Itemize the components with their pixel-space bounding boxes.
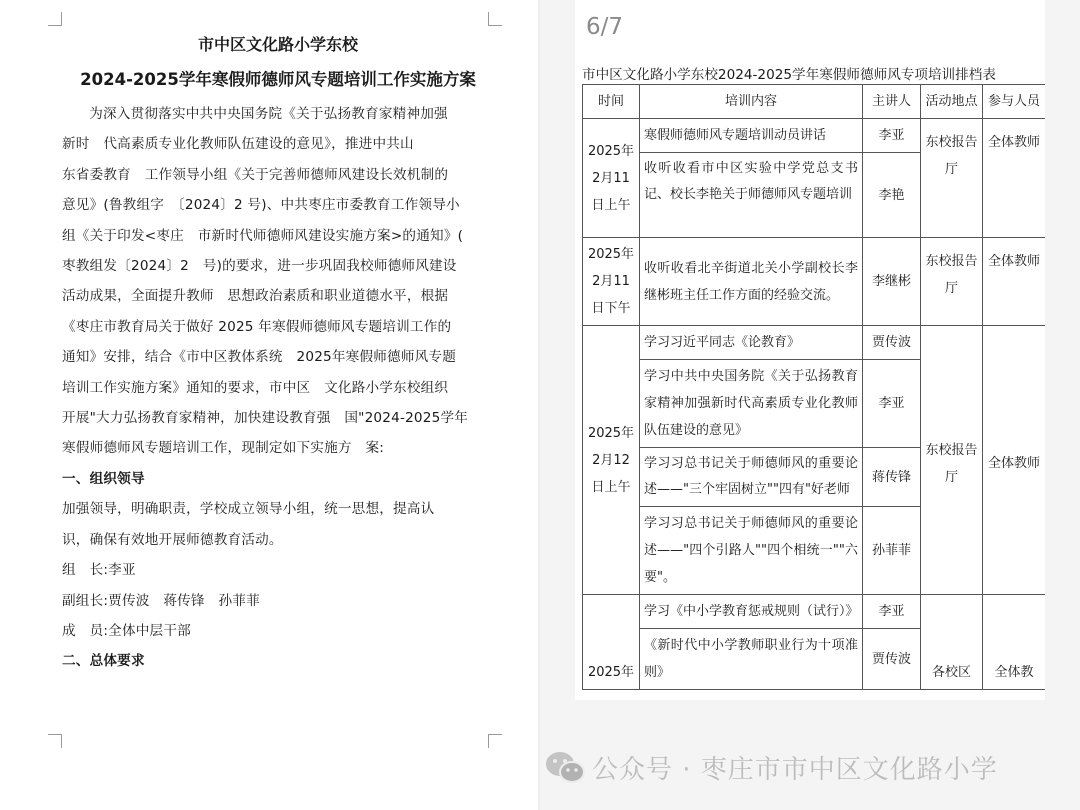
content-cell: 学习《中小学教育惩戒规则（试行）》 xyxy=(640,595,863,629)
location-cell: 东校报告厅 xyxy=(921,238,983,326)
group-leader: 组 长:李亚 xyxy=(62,562,136,579)
header-location: 活动地点 xyxy=(921,85,983,119)
time-cell: 2025年2月11日下午 xyxy=(583,238,640,326)
time-cell: 2025年2月12日上午 xyxy=(583,326,640,595)
table-row xyxy=(583,119,1046,153)
header-time: 时间 xyxy=(583,85,640,119)
participants-cell: 全体教师 xyxy=(983,238,1046,326)
table-row xyxy=(583,238,1046,326)
participants-cell: 全体教师 xyxy=(983,326,1046,595)
wechat-icon xyxy=(544,749,586,785)
speaker-cell: 李艳 xyxy=(863,153,921,238)
page-number: 6/7 xyxy=(586,14,624,40)
intro-line: 意见》(鲁教组字 〔2024〕2 号)、中共枣庄市委教育工作领导小 xyxy=(62,197,460,214)
crop-mark-top-left xyxy=(48,12,62,26)
intro-line: 通知》安排，结合《市中区教体系统 2025年寒假师德师风专题 xyxy=(62,349,457,366)
document-body xyxy=(62,99,494,677)
school-title: 市中区文化路小学东校 xyxy=(197,35,358,54)
crop-mark-top-right xyxy=(488,12,502,26)
speaker-cell: 贾传波 xyxy=(863,326,921,360)
group-vice-leaders: 副组长:贾传波 蒋传锋 孙菲菲 xyxy=(62,592,260,609)
table-header-row xyxy=(583,85,1046,119)
speaker-cell: 李继彬 xyxy=(863,238,921,326)
intro-line: 寒假师德师风专题培训工作，现制定如下实施方 案: xyxy=(62,440,385,457)
speaker-cell: 孙菲菲 xyxy=(863,507,921,595)
section1-line: 识，确保有效地开展师德教育活动。 xyxy=(62,531,283,548)
location-cell: 各校区 xyxy=(921,595,983,690)
intro-line: 枣教组发〔2024〕2 号)的要求，进一步巩固我校师德师风建设 xyxy=(62,258,457,275)
time-cell: 2025年 xyxy=(583,595,640,690)
intro-line: 《枣庄市教育局关于做好 2025 年寒假师德师风专题培训工作的 xyxy=(62,318,452,335)
time-cell: 2025年2月11日上午 xyxy=(583,119,640,238)
content-text: 学习习总书记关于师德师风的重要论述——"三个牢固树立""四有"好老师 xyxy=(644,456,858,497)
schedule-table xyxy=(582,84,1045,690)
speaker-cell: 李亚 xyxy=(863,595,921,629)
location-cell: 东校报告厅 xyxy=(921,119,983,238)
content-cell: 寒假师德师风专题培训动员讲话 xyxy=(640,119,863,153)
table-row xyxy=(583,595,1046,629)
intro-line: 为深入贯彻落实中共中央国务院《关于弘扬教育家精神加强 xyxy=(89,106,448,122)
plan-title: 2024-2025学年寒假师德师风专题培训工作实施方案 xyxy=(80,70,476,89)
intro-line: 新时 代高素质专业化教师队伍建设的意见》，推进中共山 xyxy=(62,136,414,153)
section-heading-organization: 一、组织领导 xyxy=(62,470,145,487)
content-cell xyxy=(640,448,863,507)
intro-line: 活动成果，全面提升教师 思想政治素质和职业道德水平，根据 xyxy=(62,288,449,305)
content-cell xyxy=(640,153,863,238)
content-cell: 学习习近平同志《论教育》 xyxy=(640,326,863,360)
schedule-table-wrapper xyxy=(582,84,1045,700)
participants-cell: 全体教 xyxy=(983,595,1046,690)
crop-mark-bottom-right xyxy=(488,734,502,748)
participants-cell: 全体教师 xyxy=(983,119,1046,238)
section1-line: 加强领导，明确职责，学校成立领导小组，统一思想，提高认 xyxy=(62,501,435,518)
intro-line: 培训工作实施方案》通知的要求，市中区 文化路小学东校组织 xyxy=(62,379,449,396)
section-heading-requirements: 二、总体要求 xyxy=(62,653,145,670)
speaker-cell: 贾传波 xyxy=(863,629,921,690)
group-members: 成 员:全体中层干部 xyxy=(62,622,191,639)
content-cell: 学习习总书记关于师德师风的重要论述——"四个引路人""四个相统一""六要"。 xyxy=(640,507,863,595)
header-content: 培训内容 xyxy=(640,85,863,119)
wechat-watermark xyxy=(544,747,998,787)
intro-line: 开展"大力弘扬教育家精神，加快建设教育强 国"2024-2025学年 xyxy=(62,410,469,427)
speaker-cell: 李亚 xyxy=(863,119,921,153)
intro-line: 组《关于印发<枣庄 市新时代师德师风建设实施方案>的通知》( xyxy=(62,227,464,244)
table-row xyxy=(583,326,1046,360)
content-cell: 《新时代中小学教师职业行为十项准则》 xyxy=(640,629,863,690)
speaker-cell: 蒋传锋 xyxy=(863,448,921,507)
location-cell: 东校报告厅 xyxy=(921,326,983,595)
schedule-title: 市中区文化路小学东校2024-2025学年寒假师德师风专项培训排档表 xyxy=(582,67,996,83)
intro-line: 东省委教育 工作领导小组《关于完善师德师风建设长效机制的 xyxy=(62,166,449,183)
watermark-text: 公众号 · 枣庄市市中区文化路小学 xyxy=(592,754,998,785)
header-participants: 参与人员 xyxy=(983,85,1046,119)
content-cell: 收听收看北辛街道北关小学副校长李继彬班主任工作方面的经验交流。 xyxy=(640,238,863,326)
crop-mark-bottom-left xyxy=(48,734,62,748)
content-cell: 学习中共中央国务院《关于弘扬教育家精神加强新时代高素质专业化教师队伍建设的意见》 xyxy=(640,360,863,448)
content-text: 收听收看市中区实验中学党总支书记、校长李艳关于师德师风专题培训 xyxy=(644,161,858,202)
left-document-page xyxy=(0,0,538,810)
header-speaker: 主讲人 xyxy=(863,85,921,119)
speaker-cell: 李亚 xyxy=(863,360,921,448)
